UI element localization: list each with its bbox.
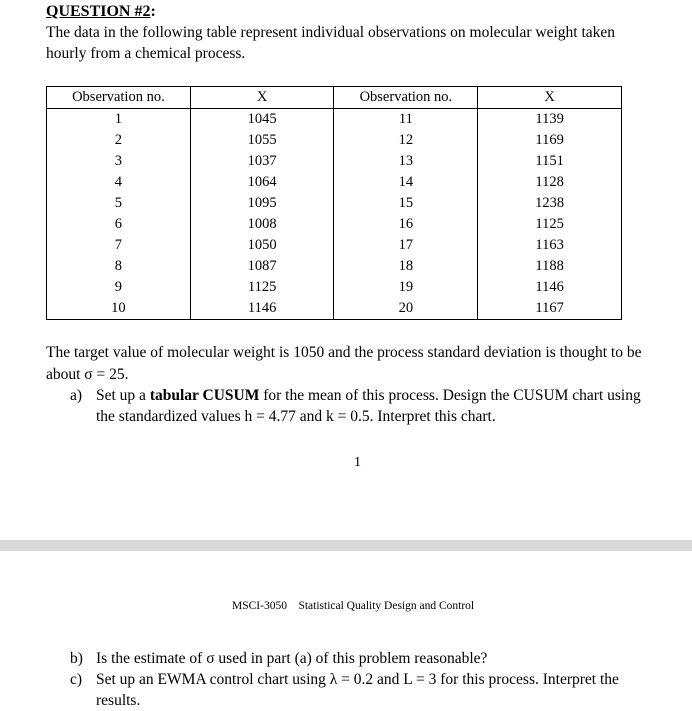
table-row <box>47 130 622 151</box>
cell-x-value: 1128 <box>478 172 622 193</box>
cell-observation-no: 19 <box>334 277 478 298</box>
part-a-text-start: Set up a <box>96 387 150 404</box>
cell-observation-no: 6 <box>47 214 191 235</box>
cell-observation-no: 1 <box>47 109 191 131</box>
header-x-1: X <box>190 87 334 109</box>
cell-observation-no: 11 <box>334 109 478 131</box>
part-c-line-2: results. <box>96 692 141 709</box>
cell-x-value: 1055 <box>190 130 334 151</box>
cell-x-value: 1050 <box>190 235 334 256</box>
table-row <box>47 298 622 320</box>
cell-x-value: 1169 <box>478 130 622 151</box>
table-row <box>47 277 622 298</box>
cell-observation-no: 14 <box>334 172 478 193</box>
question-heading <box>46 3 156 21</box>
table-row <box>47 172 622 193</box>
question-heading-text: QUESTION #2 <box>46 3 151 20</box>
page-number: 1 <box>354 455 361 470</box>
cell-x-value: 1045 <box>190 109 334 131</box>
cell-observation-no: 5 <box>47 193 191 214</box>
observations-table <box>46 86 622 320</box>
cell-observation-no: 13 <box>334 151 478 172</box>
part-c-line-1: Set up an EWMA control chart using λ = 0.2 and L = 3 for this process. Interpret the <box>96 671 619 688</box>
cell-observation-no: 3 <box>47 151 191 172</box>
cell-observation-no: 8 <box>47 256 191 277</box>
part-b <box>70 648 670 670</box>
part-c <box>70 669 670 711</box>
table-row <box>47 235 622 256</box>
cell-x-value: 1146 <box>478 277 622 298</box>
question-heading-colon: : <box>150 3 156 20</box>
cell-x-value: 1125 <box>478 214 622 235</box>
table-row <box>47 256 622 277</box>
cell-x-value: 1167 <box>478 298 622 320</box>
header-observation-2: Observation no. <box>334 87 478 109</box>
page-footer: MSCI-3050 Statistical Quality Design and Control <box>232 600 475 612</box>
cell-observation-no: 4 <box>47 172 191 193</box>
header-observation-1: Observation no. <box>47 87 191 109</box>
cell-x-value: 1095 <box>190 193 334 214</box>
cell-observation-no: 18 <box>334 256 478 277</box>
part-c-label: c) <box>70 671 83 688</box>
cell-x-value: 1064 <box>190 172 334 193</box>
cell-observation-no: 15 <box>334 193 478 214</box>
table-row <box>47 214 622 235</box>
cell-observation-no: 10 <box>47 298 191 320</box>
cell-x-value: 1146 <box>190 298 334 320</box>
part-a-label: a) <box>70 387 83 404</box>
table-row <box>47 109 622 131</box>
cell-observation-no: 7 <box>47 235 191 256</box>
cell-x-value: 1008 <box>190 214 334 235</box>
cell-observation-no: 2 <box>47 130 191 151</box>
cell-observation-no: 17 <box>334 235 478 256</box>
cell-x-value: 1151 <box>478 151 622 172</box>
cell-x-value: 1188 <box>478 256 622 277</box>
cell-observation-no: 20 <box>334 298 478 320</box>
table-row <box>47 151 622 172</box>
table-header-row <box>47 87 622 109</box>
question-intro: The data in the following table represent individual observations on molecular weight taken hourly from a chemical process. <box>46 24 616 62</box>
part-b-label: b) <box>70 650 83 667</box>
cell-x-value: 1087 <box>190 256 334 277</box>
cell-x-value: 1125 <box>190 277 334 298</box>
header-x-2: X <box>478 87 622 109</box>
target-value-paragraph: The target value of molecular weight is 1050 and the process standard deviation is thought to be about σ = 25. <box>46 344 642 383</box>
part-a-line-2: the standardized values h = 4.77 and k = 0.5. Interpret this chart. <box>96 408 496 425</box>
cell-x-value: 1163 <box>478 235 622 256</box>
cell-x-value: 1238 <box>478 193 622 214</box>
page-divider <box>0 540 692 551</box>
cell-observation-no: 9 <box>47 277 191 298</box>
part-a <box>70 385 670 429</box>
part-a-line-1 <box>96 385 641 406</box>
cell-observation-no: 16 <box>334 214 478 235</box>
part-b-text: Is the estimate of σ used in part (a) of this problem reasonable? <box>96 650 488 667</box>
part-a-text-end: for the mean of this process. Design the CUSUM chart using <box>259 387 641 404</box>
part-a-bold-term: tabular CUSUM <box>149 387 260 404</box>
cell-x-value: 1037 <box>190 151 334 172</box>
cell-x-value: 1139 <box>478 109 622 131</box>
table-row <box>47 193 622 214</box>
cell-observation-no: 12 <box>334 130 478 151</box>
